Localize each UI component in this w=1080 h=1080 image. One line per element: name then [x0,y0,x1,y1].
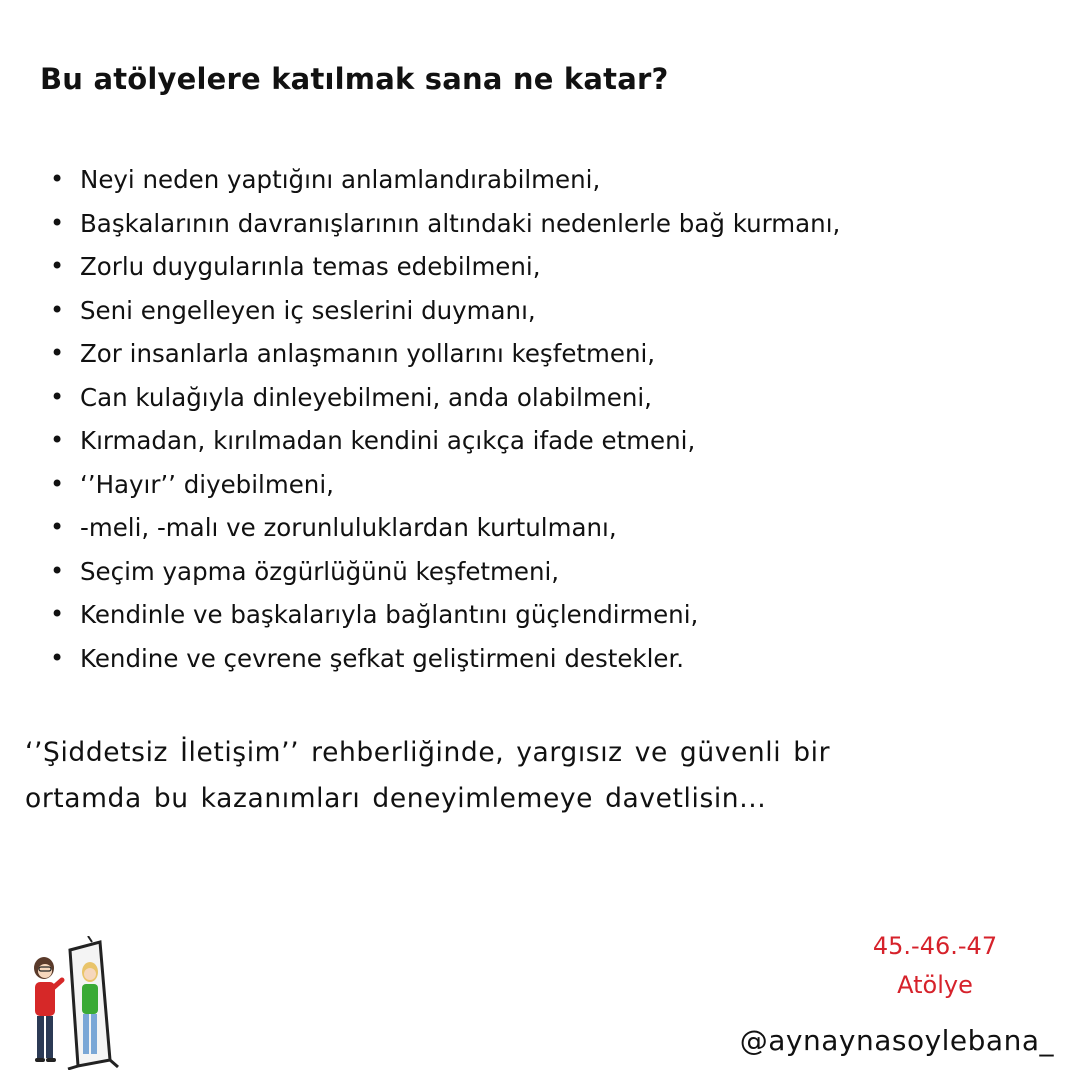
list-item [48,158,840,202]
list-item [48,550,840,594]
bullet-icon: • [50,426,65,454]
page-title: Bu atölyelere katılmak sana ne katar? [40,62,669,96]
bullet-icon: • [50,208,65,237]
list-item-text: Neyi neden yaptığını anlamlandırabilmeni, [80,165,601,194]
workshop-numbers: 45.-46.-47 [872,932,998,960]
list-item-text: Kırmadan, kırılmadan kendini açıkça ifade etmeni, [80,426,696,455]
list-item [48,506,840,550]
list-item [48,289,840,333]
bullet-icon: • [50,600,65,628]
list-item [48,202,840,246]
list-item-text: ‘’Hayır’’ diyebilmeni, [80,469,334,499]
list-item-text: Kendinle ve başkalarıyla bağlantını güçlendirmeni, [80,600,699,629]
list-item-text: Seçim yapma özgürlüğünü keşfetmeni, [80,556,560,586]
mirror-illustration [22,936,132,1070]
bullet-icon: • [50,165,65,193]
list-item [48,245,840,289]
list-item [48,419,840,463]
list-item [48,463,840,507]
closing-paragraph [25,730,1025,822]
bullet-icon: • [50,295,65,324]
benefit-list [48,158,840,680]
list-item-text: Kendine ve çevrene şefkat geliştirmeni destekler. [80,643,685,673]
bullet-icon: • [50,643,65,672]
list-item-text: Zorlu duygularınla temas edebilmeni, [80,252,541,281]
bullet-icon: • [50,339,65,367]
list-item-text: Seni engelleyen iç seslerini duymanı, [80,295,536,325]
list-item-text: Zor insanlarla anlaşmanın yollarını keşfetmeni, [80,339,656,368]
list-item-text: Başkalarının davranışlarının altındaki nedenlerle bağ kurmanı, [80,208,841,238]
bullet-icon: • [50,252,65,280]
workshop-label: Atölye [897,971,973,999]
list-item [48,332,840,376]
list-item [48,637,840,681]
list-item-text: Can kulağıyla dinleyebilmeni, anda olabilmeni, [80,382,652,412]
bullet-icon: • [50,556,65,585]
social-handle: @aynaynasoylebana_ [739,1024,1054,1057]
list-item-text: -meli, -malı ve zorunluluklardan kurtulmanı, [80,513,617,542]
closing-line-2: ortamda bu kazanımları deneyimlemeye davetlisin... [25,783,767,814]
bullet-icon: • [50,382,65,411]
list-item [48,376,840,420]
closing-line-1: ‘’Şiddetsiz İletişim’’ rehberliğinde, yargısız ve güvenli bir [25,737,831,768]
list-item [48,593,840,637]
bullet-icon: • [50,469,65,498]
woman-figure-icon [34,957,62,1062]
workshop-info [830,927,1040,1005]
bullet-icon: • [50,513,65,541]
